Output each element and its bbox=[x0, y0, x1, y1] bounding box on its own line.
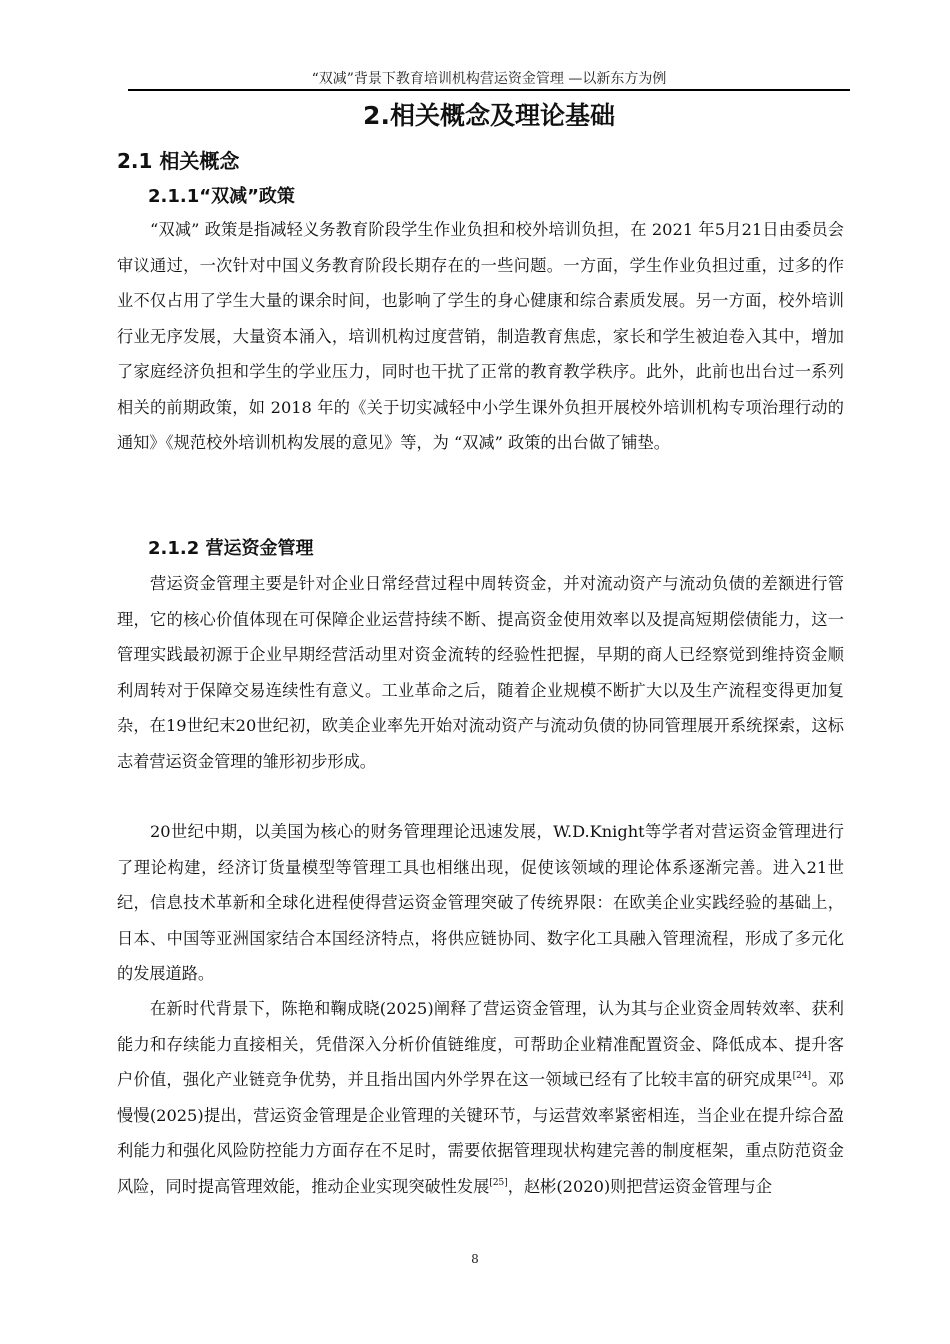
chapter-title: 2.相关概念及理论基础 bbox=[363, 101, 615, 130]
page-number: 8 bbox=[471, 1252, 479, 1266]
paragraph-shuangjian-policy: “双减” 政策是指减轻义务教育阶段学生作业负担和校外培训负担，在 2021 年5月21日由委员会审议通过，一次针对中国义务教育阶段长期存在的一些问题。一方面，学生作业负担过重，过多的作业不仅占用了学生大量的课余时间，也影响了学生的身心健康和综合素质发展。另一方面，校外培训行业无序发展，大量资本涌入，培训机构过度营销，制造教育焦虑，家长和学生被迫卷入其中，增加了家庭经济负担和学生的学业压力，同时也干扰了正常的教育教学秩序。此外，此前也出台过一系列相关的前期政策，如 2018 年的《关于切实减轻中小学生课外负担开展校外培训机构专项治理行动的通知》《规范校外培训机构发展的意见》等，为 “双减” 政策的出台做了铺垫。 bbox=[117, 220, 844, 452]
paragraph-working-capital-origin: 营运资金管理主要是针对企业日常经营过程中周转资金，并对流动资产与流动负债的差额进行管理，它的核心价值体现在可保障企业运营持续不断、提高资金使用效率以及提高短期偿债能力，这一管理实践最初源于企业早期经营活动里对资金流转的经验性把握，早期的商人已经察觉到维持资金顺利周转对于保障交易连续性有意义。工业革命之后，随着企业规模不断扩大以及生产流程变得更加复杂，在19世纪末20世纪初，欧美企业率先开始对流动资产与流动负债的协同管理展开系统探索，这标志着营运资金管理的雏形初步形成。 bbox=[117, 574, 844, 771]
header-divider bbox=[128, 89, 850, 91]
paragraph-text-segment: ，赵彬(2020)则把营运资金管理与企 bbox=[507, 1176, 773, 1196]
subsection-heading-working-capital: 2.1.2 营运资金管理 bbox=[148, 538, 314, 559]
citation-24: [24] bbox=[792, 1071, 812, 1081]
paragraph-working-capital-new-era bbox=[117, 991, 844, 1204]
paragraph-text-segment: 在新时代背景下，陈艳和鞠成晓(2025)阐释了营运资金管理，认为其与企业资金周转效率、获利能力和存续能力直接相关，凭借深入分析价值链维度，可帮助企业精准配置资金、降低成本、提升客户价值，强化产业链竞争优势，并且指出国内外学界在这一领域已经有了比较丰富的研究成果 bbox=[117, 999, 844, 1089]
citation-25: [25] bbox=[489, 1177, 508, 1188]
paragraph-working-capital-20th-century: 20世纪中期，以美国为核心的财务管理理论迅速发展，W.D.Knight等学者对营运资金管理进行了理论构建，经济订货量模型等管理工具也相继出现，促使该领域的理论体系逐渐完善。进入21世纪，信息技术革新和全球化进程使得营运资金管理突破了传统界限：在欧美企业实践经验的基础上，日本、中国等亚洲国家结合本国经济特点，将供应链协同、数字化工具融入管理流程，形成了多元化的发展道路。 bbox=[117, 822, 844, 983]
paragraph-text-segment: 。邓慢慢(2025)提出，营运资金管理是企业管理的关键环节，与运营效率紧密相连，当企业在提升综合盈利能力和强化风险防控能力方面存在不足时，需要依据管理现状构建完善的制度框架，重点防范资金风险，同时提高管理效能，推动企业实现突破性发展 bbox=[117, 1070, 845, 1196]
running-header: “双减”背景下教育培训机构营运资金管理 —以新东方为例 bbox=[311, 71, 667, 87]
subsection-heading-shuangjian: 2.1.1“双减”政策 bbox=[148, 186, 295, 207]
section-heading: 2.1 相关概念 bbox=[117, 149, 240, 173]
